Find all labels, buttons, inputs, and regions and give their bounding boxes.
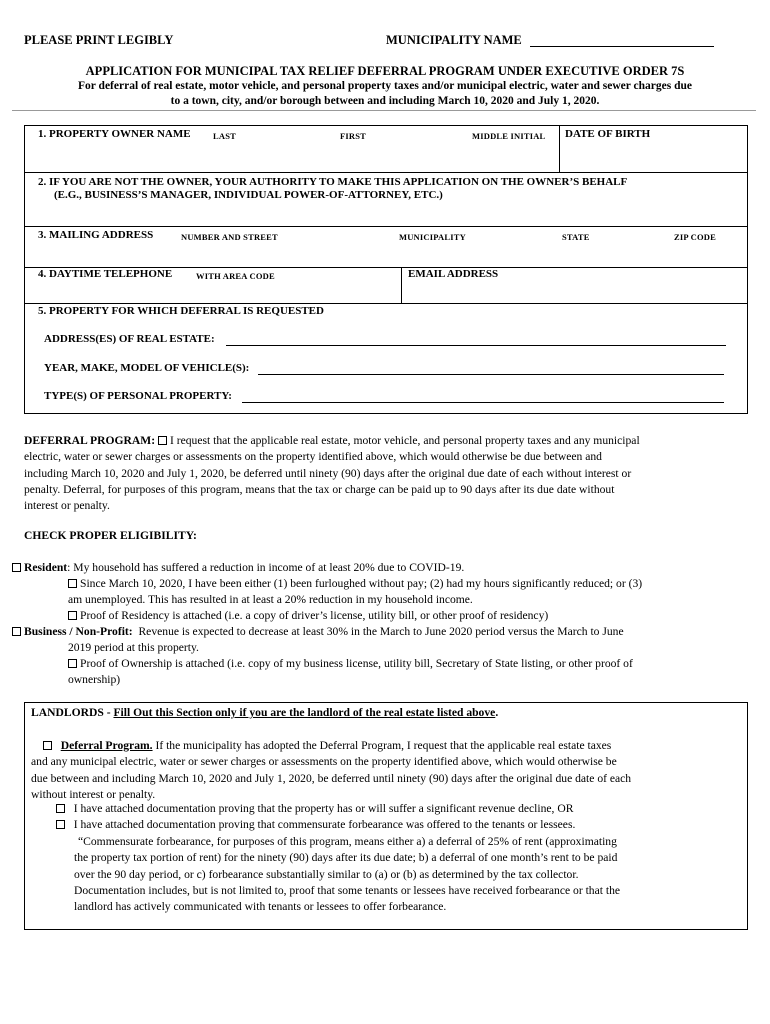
municipality-name-field[interactable] (530, 46, 714, 47)
landlord-deferral-label: Deferral Program. (60, 739, 153, 752)
deferral-checkbox[interactable] (158, 436, 167, 445)
deferral-line2: electric, water or sewer charges or assessments on the property identified above, which would otherwise be due between and (24, 450, 602, 464)
note-line4: Documentation includes, but is not limited to, proof that some tenants or lessees have received forbearance or that the (74, 883, 621, 897)
print-legibly-note: PLEASE PRINT LEGIBLY (24, 33, 174, 47)
landlord-option2-row (56, 818, 575, 831)
number-street-label: NUMBER AND STREET (181, 232, 278, 242)
mailing-address-label: 3. MAILING ADDRESS (38, 229, 154, 241)
deferral-line4: penalty. Deferral, for purposes of this program, means that the tax or charge can be paid up to 90 days after its due date without (24, 482, 615, 496)
real-estate-input[interactable] (226, 345, 726, 346)
since-row (68, 577, 642, 590)
landlord-option1-text: I have attached documentation proving that the property has or will suffer a significant revenue decline, OR (73, 802, 574, 815)
deferral-program-heading: DEFERRAL PROGRAM: (24, 434, 156, 447)
residency-proof-checkbox[interactable] (68, 611, 77, 620)
note-line1: “Commensurate forbearance, for purposes of this program, means either a) a deferral of 25% of rent (approximating (78, 835, 617, 848)
municipality-label: MUNICIPALITY NAME (386, 33, 522, 47)
note-line3: over the 90 day period, or c) forbearance substantially similar to (a) or (b) as determined by the tax collector. (74, 867, 579, 881)
last-name-label: LAST (213, 131, 237, 141)
property-section-label: 5. PROPERTY FOR WHICH DEFERRAL IS REQUESTED (38, 305, 324, 317)
deferral-program-paragraph (24, 433, 748, 514)
landlords-heading: LANDLORDS - Fill Out this Section only if you are the landlord of the real estate listed above. (31, 706, 499, 719)
business-line1: Revenue is expected to decrease at least 30% in the March to June 2020 period versus the March to June (138, 625, 624, 638)
area-code-label: WITH AREA CODE (196, 271, 275, 281)
landlord-deferral-line1: If the municipality has adopted the Deferral Program, I request that the applicable real estate taxes (155, 739, 612, 752)
since-checkbox[interactable] (68, 579, 77, 588)
resident-text: : My household has suffered a reduction in income of at least 20% due to COVID-19. (67, 561, 465, 574)
resident-label: Resident (24, 561, 68, 574)
email-address-label: EMAIL ADDRESS (408, 268, 499, 280)
business-label: Business / Non-Profit: (24, 625, 133, 638)
authority-label-line2: (E.G., BUSINESS’S MANAGER, INDIVIDUAL POWER-OF-ATTORNEY, ETC.) (54, 189, 443, 201)
landlord-deferral-checkbox[interactable] (43, 741, 52, 750)
ownership-checkbox[interactable] (68, 659, 77, 668)
forbearance-checkbox[interactable] (56, 820, 65, 829)
business-line2: 2019 period at this property. (68, 641, 199, 654)
state-label: STATE (562, 232, 590, 242)
daytime-telephone-label: 4. DAYTIME TELEPHONE (38, 268, 173, 280)
since-line2: am unemployed. This has resulted in at least a 20% reduction in my household income. (68, 593, 473, 606)
ownership-line1: Proof of Ownership is attached (i.e. copy of my business license, utility bill, Secretary of State listing, or other proof of (80, 657, 633, 670)
date-of-birth-label: DATE OF BIRTH (565, 128, 651, 140)
authority-label-line1: 2. IF YOU ARE NOT THE OWNER, YOUR AUTHORITY TO MAKE THIS APPLICATION ON THE OWNER’S BEHALF (38, 176, 628, 188)
note-line5: landlord has actively communicated with tenants or lessees to offer forbearance. (74, 900, 447, 914)
municipality-sublabel: MUNICIPALITY (399, 232, 466, 242)
form-subtitle-line1: For deferral of real estate, motor vehicle, and personal property taxes and/or municipal electric, water and sewer charges due (78, 80, 692, 92)
landlord-deferral-line2: and any municipal electric, water or sewer charges or assessments on the property identified above, which would otherwise be (31, 755, 617, 769)
revenue-decline-checkbox[interactable] (56, 804, 65, 813)
residency-proof-text: Proof of Residency is attached (i.e. a copy of driver’s license, utility bill, or other proof of residency) (80, 609, 549, 622)
ownership-row (68, 657, 633, 670)
business-row (12, 625, 624, 638)
note-line2: the property tax portion of rent) for the ninety (90) days after its due date; b) a deferral of one month’s rent to be paid (74, 851, 618, 865)
header-divider (12, 110, 756, 111)
landlords-heading-instruction: Fill Out this Section only if you are the landlord of the real estate listed above (113, 706, 496, 719)
business-checkbox[interactable] (12, 627, 21, 636)
zip-code-label: ZIP CODE (674, 232, 716, 242)
deferral-line5: interest or penalty. (24, 499, 110, 513)
middle-initial-label: MIDDLE INITIAL (472, 131, 546, 141)
ownership-line2: ownership) (68, 673, 121, 686)
personal-property-label: TYPE(S) OF PERSONAL PROPERTY: (44, 390, 232, 402)
vehicles-label: YEAR, MAKE, MODEL OF VEHICLE(S): (44, 362, 250, 374)
residency-proof-row (68, 609, 548, 622)
landlord-option2-text: I have attached documentation proving that commensurate forbearance was offered to the tenants or lessees. (73, 818, 576, 831)
form-subtitle-line2: to a town, city, and/or borough between and including March 10, 2020 and July 1, 2020. (170, 95, 600, 107)
vehicles-input[interactable] (258, 374, 724, 375)
real-estate-label: ADDRESS(ES) OF REAL ESTATE: (44, 333, 215, 345)
deferral-line3: including March 10, 2020 and July 1, 2020, be deferred until ninety (90) days after the original due date of each without interest or (24, 466, 632, 480)
eligibility-heading: CHECK PROPER ELIGIBILITY: (24, 529, 197, 542)
first-name-label: FIRST (340, 131, 367, 141)
form-title: APPLICATION FOR MUNICIPAL TAX RELIEF DEFERRAL PROGRAM UNDER EXECUTIVE ORDER 7S (85, 64, 685, 78)
deferral-line1: I request that the applicable real estate, motor vehicle, and personal property taxes and any municipal (169, 434, 640, 447)
resident-checkbox[interactable] (12, 563, 21, 572)
landlords-deferral-paragraph (31, 738, 743, 803)
forbearance-note (74, 834, 743, 915)
landlord-deferral-line3: due between and including March 10, 2020 and July 1, 2020, be deferred until ninety (90) days after the original due date of each (31, 771, 632, 785)
personal-property-input[interactable] (242, 402, 724, 403)
landlord-deferral-line4: without interest or penalty. (31, 787, 156, 801)
landlord-option1-row (56, 802, 573, 815)
owner-name-label: 1. PROPERTY OWNER NAME (38, 128, 191, 140)
resident-row (12, 561, 464, 574)
since-line1: Since March 10, 2020, I have been either (1) been furloughed without pay; (2) had my hours significantly reduced; or (3) (80, 577, 643, 590)
